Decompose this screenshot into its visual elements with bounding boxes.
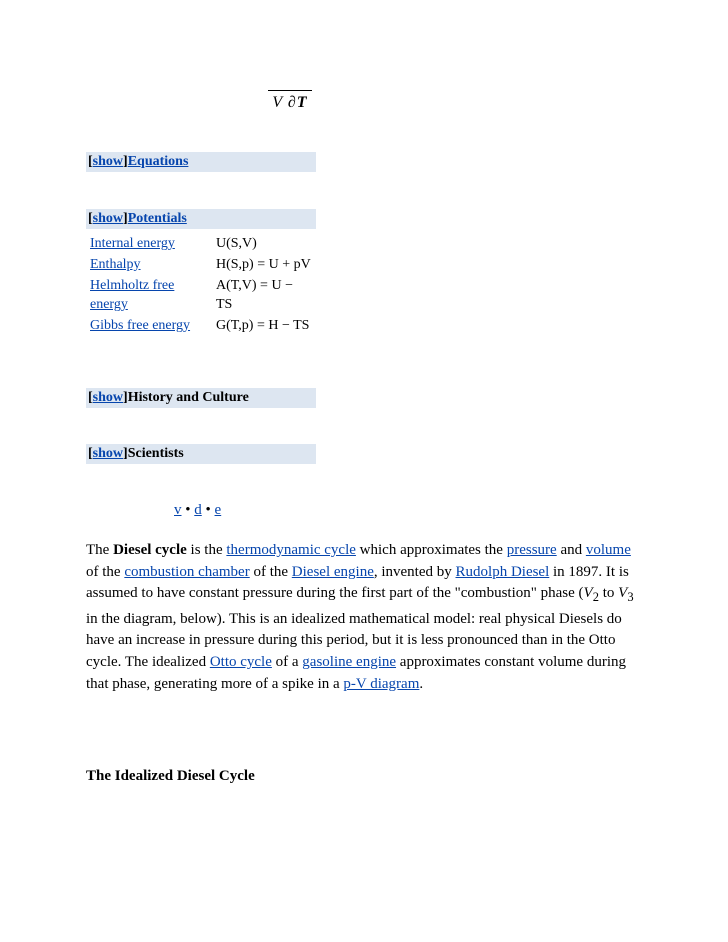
formula-left: V — [272, 94, 283, 111]
scientists-box: [show]Scientists — [86, 444, 316, 464]
equations-title-link[interactable]: Equations — [127, 154, 189, 169]
potentials-box: [show]Potentials — [86, 209, 316, 229]
text: of a — [271, 653, 303, 670]
pressure-link[interactable]: pressure — [506, 542, 557, 558]
term-bold: Diesel cycle — [113, 542, 187, 558]
potentials-show-link[interactable]: show — [92, 211, 124, 226]
text: to — [598, 585, 619, 602]
formula-right: ∂T — [287, 94, 308, 111]
history-box: [show]History and Culture — [86, 388, 316, 408]
text: in 1897. It is assumed to have constant pressure during the first part of the "combustion" phase ( — [86, 563, 629, 602]
edit-link[interactable]: e — [214, 502, 222, 518]
history-show-link[interactable]: show — [92, 390, 124, 405]
formula-fragment — [268, 90, 312, 112]
text: of the — [86, 563, 125, 580]
subscript: 3 — [627, 590, 634, 605]
table-row — [86, 233, 316, 254]
text: The — [86, 542, 114, 558]
diesel-engine-link[interactable]: Diesel engine — [291, 563, 374, 580]
text: and — [556, 542, 586, 558]
potential-value: G(T,p) = H − TS — [216, 318, 310, 333]
equations-show-link[interactable]: show — [92, 154, 124, 169]
discuss-link[interactable]: d — [194, 502, 202, 518]
pv-diagram-link[interactable]: p-V diagram — [343, 675, 420, 692]
potential-name-link[interactable]: Gibbs free energy — [90, 318, 191, 333]
volume-link[interactable]: volume — [585, 542, 631, 558]
text: . — [419, 675, 424, 692]
otto-cycle-link[interactable]: Otto cycle — [209, 653, 272, 670]
text: of the — [249, 563, 292, 580]
potential-name-link[interactable]: Enthalpy — [90, 257, 141, 272]
table-row — [86, 254, 316, 275]
view-link[interactable]: v — [174, 502, 182, 518]
potential-value: A(T,V) = U − TS — [216, 278, 293, 312]
equations-box: [show]Equations — [86, 152, 316, 172]
separator-dot: • — [205, 502, 211, 518]
text: is the — [186, 542, 227, 558]
table-row — [86, 275, 316, 315]
text: which approximates the — [355, 542, 507, 558]
potentials-table — [86, 233, 316, 336]
scientists-title: Scientists — [127, 446, 184, 461]
potential-value: U(S,V) — [216, 236, 257, 251]
potentials-title-link[interactable]: Potentials — [127, 211, 187, 226]
thermodynamic-cycle-link[interactable]: thermodynamic cycle — [226, 542, 356, 558]
separator-dot: • — [185, 502, 191, 518]
table-row — [86, 315, 316, 336]
gasoline-engine-link[interactable]: gasoline engine — [302, 653, 397, 670]
text: , invented by — [373, 563, 456, 580]
section-heading: The Idealized Diesel Cycle — [86, 768, 255, 784]
scientists-show-link[interactable]: show — [92, 446, 124, 461]
text: in the diagram, below). This is an idealized mathematical model: real physical Diesels do have an increase in pressure during this period, but it is less pronounced than in the Otto cycle. The idealized — [86, 610, 622, 670]
subscript: 2 — [592, 590, 599, 605]
intro-paragraph — [86, 540, 646, 695]
potential-name-link[interactable]: Internal energy — [90, 236, 175, 251]
combustion-chamber-link[interactable]: combustion chamber — [124, 563, 250, 580]
var-v: V — [583, 585, 593, 602]
var-v: V — [618, 585, 628, 602]
history-title: History and Culture — [127, 390, 249, 405]
rudolph-diesel-link[interactable]: Rudolph Diesel — [455, 563, 550, 580]
potential-name-link[interactable]: Helmholtz free energy — [90, 278, 175, 312]
text: approximates constant volume during that phase, generating more of a spike in a — [86, 653, 626, 692]
potential-value: H(S,p) = U + pV — [216, 257, 311, 272]
navbox-links — [174, 502, 221, 519]
